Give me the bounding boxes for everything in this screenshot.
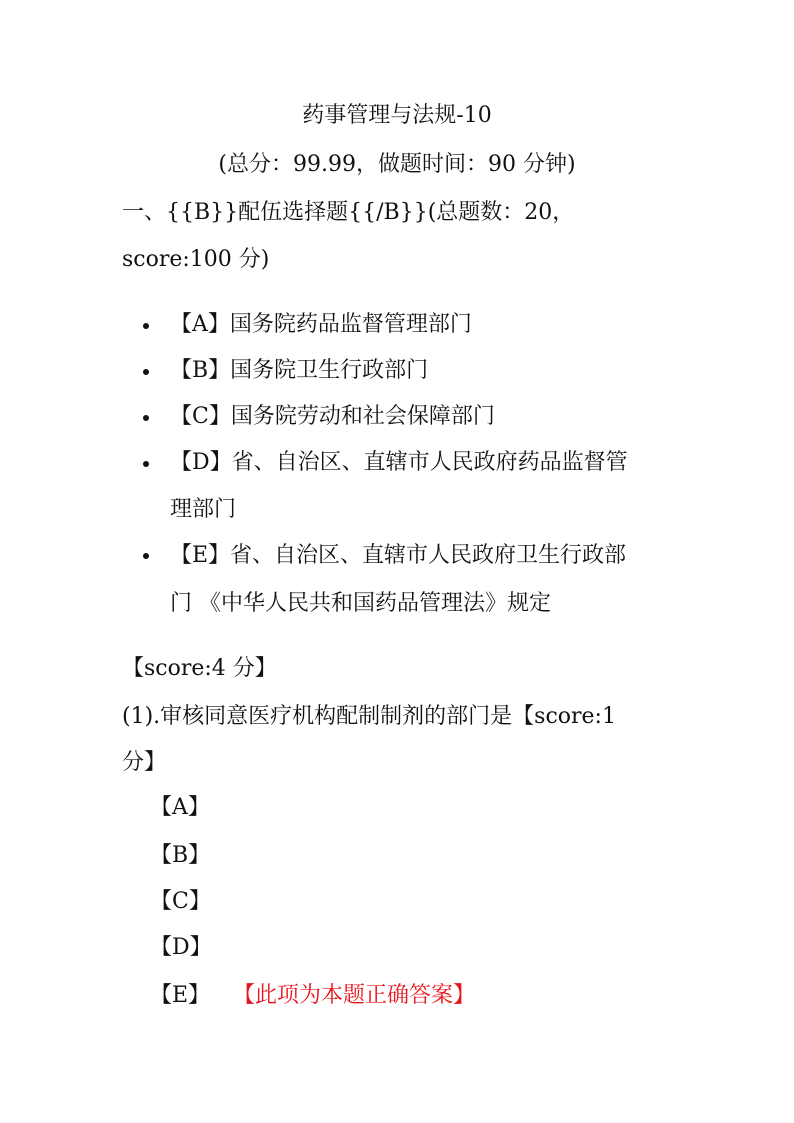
document-summary: (总分：99.99，做题时间：90 分钟)	[218, 152, 576, 177]
bullet-icon	[143, 553, 149, 559]
bullet-icon	[143, 323, 149, 329]
section-heading-line2: score:100 分)	[122, 247, 270, 272]
group-score: 【score:4 分】	[122, 656, 277, 681]
option-text-continued: 门 《中华人民共和国药品管理法》规定	[170, 591, 551, 616]
bullet-icon	[143, 369, 149, 375]
choice-b: 【B】	[150, 843, 211, 868]
question-text-line2: 分】	[122, 750, 167, 775]
question-text-line1: (1).审核同意医疗机构配制制剂的部门是【score:1	[122, 704, 616, 729]
bullet-icon	[143, 461, 149, 467]
option-text: 【D】省、自治区、直辖市人民政府药品监督管	[170, 450, 628, 475]
choice-d: 【D】	[150, 935, 212, 960]
option-text: 【A】国务院药品监督管理部门	[170, 312, 472, 337]
document-title: 药事管理与法规-10	[302, 103, 492, 128]
section-heading-line1: 一、{{B}}配伍选择题{{/B}}(总题数：20，	[122, 200, 575, 225]
correct-answer-note: 【此项为本题正确答案】	[233, 983, 476, 1008]
choice-a: 【A】	[150, 795, 210, 820]
option-text: 【E】省、自治区、直辖市人民政府卫生行政部	[170, 543, 627, 568]
bullet-icon	[143, 415, 149, 421]
option-text-continued: 理部门	[170, 497, 237, 522]
choice-e: 【E】	[150, 983, 211, 1008]
option-text: 【B】国务院卫生行政部门	[170, 358, 429, 383]
option-text: 【C】国务院劳动和社会保障部门	[170, 404, 495, 429]
choice-c: 【C】	[150, 889, 211, 914]
